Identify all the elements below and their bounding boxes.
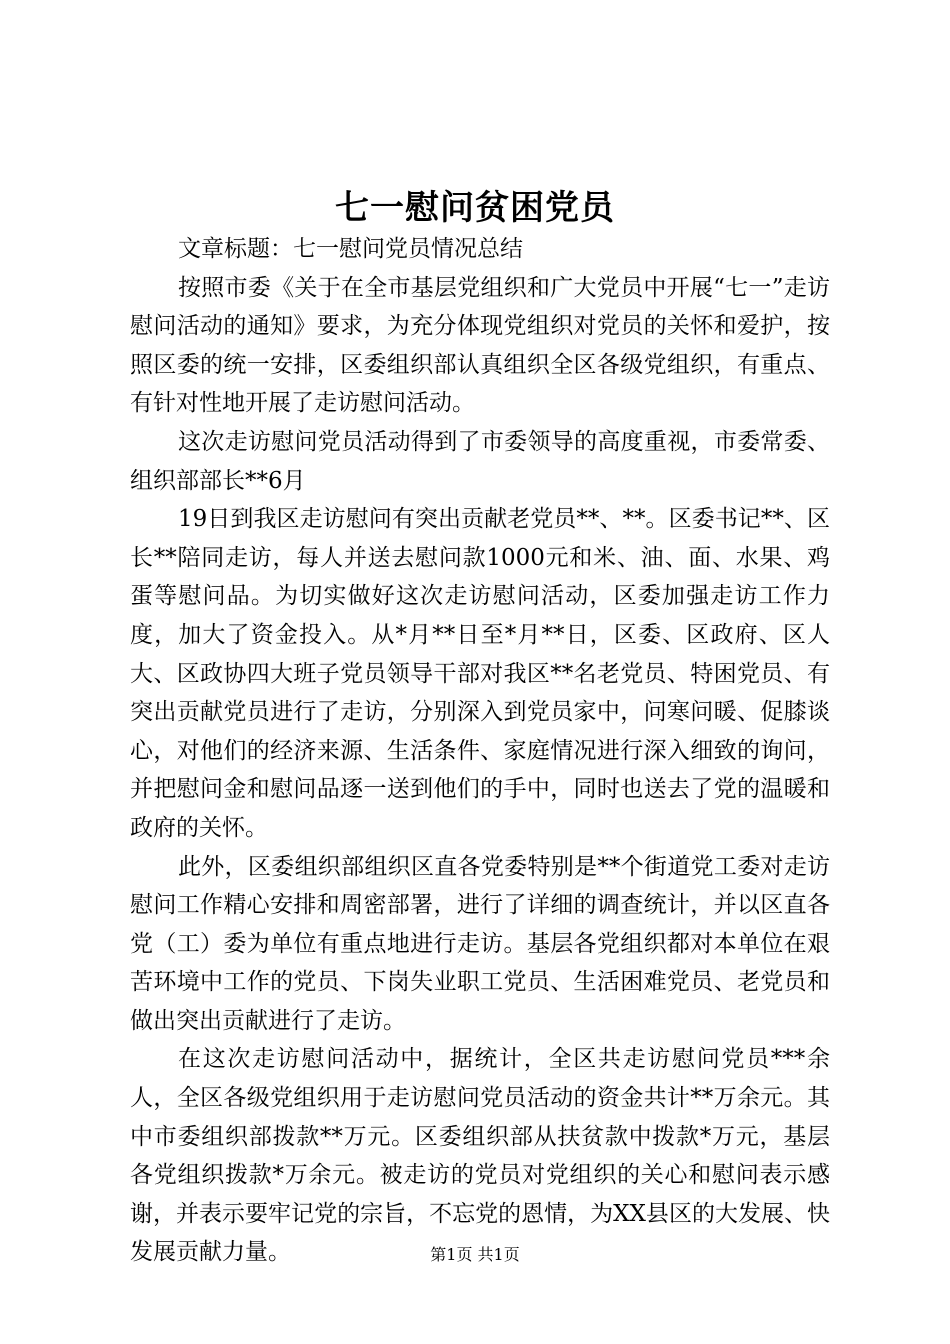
document-body: [130, 230, 830, 1272]
page-footer: 第1页 共1页: [430, 1245, 520, 1264]
body-paragraph: 在这次走访慰问活动中，据统计，全区共走访慰问党员***余人，全区各级党组织用于走访慰问党员活动的资金共计**万余元。其中市委组织部拨款**万元。区委组织部从扶贫款中拨款*万元，基层各党组织拨款*万余元。被走访的党员对党组织的关心和慰问表示感谢，并表示要牢记党的宗旨，不忘党的恩情，为XX县区的大发展、快发展贡献力量。: [130, 1046, 830, 1266]
document-title: 七一慰问贫困党员: [335, 188, 615, 228]
body-paragraph: 19日到我区走访慰问有突出贡献老党员**、**。区委书记**、区长**陪同走访，每人并送去慰问款1000元和米、油、面、水果、鸡蛋等慰问品。为切实做好这次走访慰问活动，区委加强走访工作力度，加大了资金投入。从*月**日至*月**日，区委、区政府、区人大、区政协四大班子党员领导干部对我区**名老党员、特困党员、有突出贡献党员进行了走访，分别深入到党员家中，问寒问暖、促膝谈心，对他们的经济来源、生活条件、家庭情况进行深入细致的询问，并把慰问金和慰问品逐一送到他们的手中，同时也送去了党的温暖和政府的关怀。: [130, 506, 830, 841]
body-paragraph: 此外，区委组织部组织区直各党委特别是**个街道党工委对走访慰问工作精心安排和周密部署，进行了详细的调查统计，并以区直各党（工）委为单位有重点地进行走访。基层各党组织都对本单位在艰苦环境中工作的党员、下岗失业职工党员、生活困难党员、老党员和做出突出贡献进行了走访。: [130, 853, 830, 1034]
body-paragraph: 按照市委《关于在全市基层党组织和广大党员中开展“七一”走访慰问活动的通知》要求，为充分体现党组织对党员的关怀和爱护，按照区委的统一安排，区委组织部认真组织全区各级党组织，有重点、有针对性地开展了走访慰问活动。: [130, 274, 830, 417]
article-subtitle-paragraph: 文章标题：七一慰问党员情况总结: [178, 236, 523, 262]
body-paragraph: 这次走访慰问党员活动得到了市委领导的高度重视，市委常委、组织部部长**6月: [130, 428, 830, 494]
